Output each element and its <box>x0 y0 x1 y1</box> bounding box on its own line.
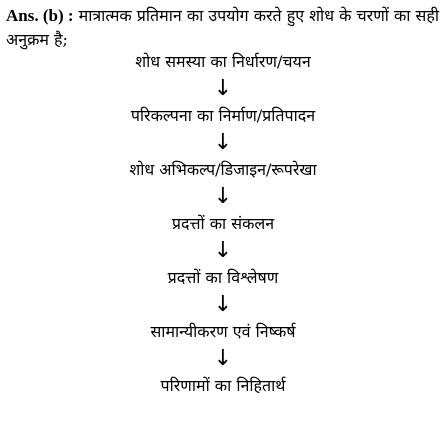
step-problem-selection: शोध समस्या का निर्धारण/चयन <box>135 52 311 71</box>
answer-text: मात्रात्मक प्रतिमान का उपयोग करते हुए शोध के चरणों का सही अनुक्रम है; <box>6 6 439 49</box>
step-data-analysis: प्रदत्तों का विश्लेषण <box>167 268 279 287</box>
answer-label: Ans. (b) : <box>6 6 74 25</box>
step-implications: परिणामों का निहितार्थ <box>160 376 286 395</box>
down-arrow-icon: ↓ <box>213 292 233 317</box>
step-generalization-conclusion: सामान्यीकरण एवं निष्कर्ष <box>150 322 296 341</box>
down-arrow-icon: ↓ <box>213 238 233 263</box>
down-arrow-icon: ↓ <box>213 346 233 371</box>
step-research-design: शोध अभिकल्प/डिजाइन/रूपरेखा <box>129 160 317 179</box>
down-arrow-icon: ↓ <box>213 76 233 101</box>
down-arrow-icon: ↓ <box>213 130 233 155</box>
step-data-collection: प्रदत्तों का संकलन <box>171 214 275 233</box>
answer-intro <box>6 4 442 52</box>
step-hypothesis-formulation: परिकल्पना का निर्माण/प्रतिपादन <box>130 106 316 125</box>
down-arrow-icon: ↓ <box>213 184 233 209</box>
research-steps-flow <box>0 50 446 398</box>
